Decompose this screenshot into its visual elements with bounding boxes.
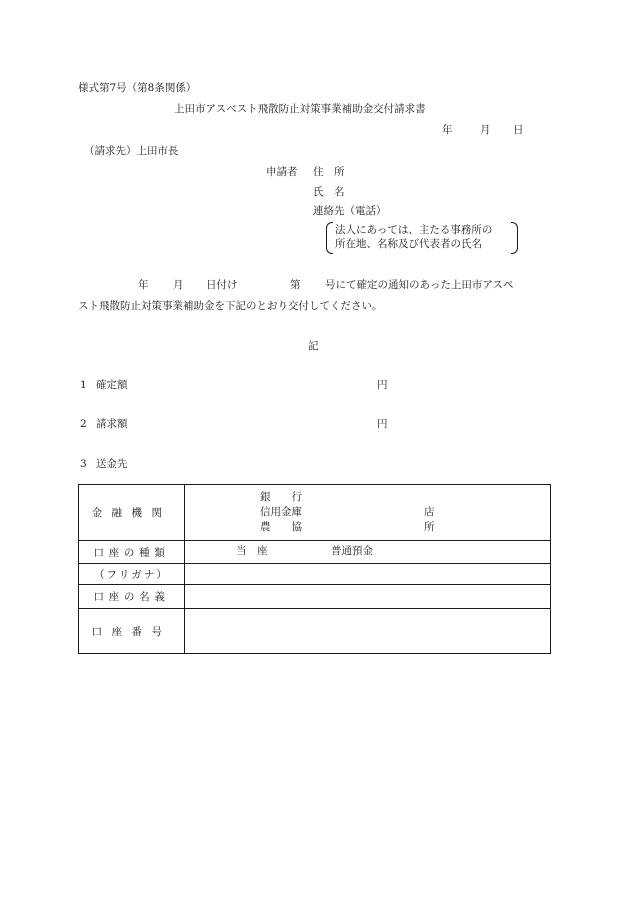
current-option[interactable]: 当 座 <box>236 545 268 557</box>
applicant-label: 申請者 <box>266 166 298 178</box>
corporate-note <box>326 222 518 254</box>
furigana-field[interactable] <box>185 564 551 585</box>
ordinary-option[interactable]: 普通預金 <box>331 545 373 557</box>
account-type-label: 口座の種類 <box>93 546 170 559</box>
bank-option: 銀 行 <box>260 491 302 503</box>
body-line1: 号にて確定の通知のあった上田市アスペ <box>325 279 514 291</box>
body-month: 月 <box>173 279 184 291</box>
applicant-contact-label: 連絡先（電話） <box>313 205 387 217</box>
left-bracket <box>326 222 333 254</box>
applicant-address-label: 住 所 <box>313 166 345 178</box>
account-type-field[interactable] <box>185 541 551 564</box>
remittance-table <box>78 484 551 654</box>
table-row-furigana <box>79 564 551 585</box>
body-no-prefix: 第 <box>290 279 301 291</box>
furigana-label: （フリガナ） <box>93 568 170 581</box>
applicant-name-label: 氏 名 <box>313 186 345 198</box>
ki-heading: 記 <box>308 340 319 352</box>
shinkin-option: 信用金庫 <box>260 506 302 518</box>
table-row-account-number <box>79 609 551 654</box>
table-row-institution <box>79 485 551 541</box>
form-title: 上田市アスベスト飛散防止対策事業補助金交付請求書 <box>174 103 426 115</box>
body-year: 年 <box>138 279 149 291</box>
body-line2: スト飛散防止対策事業補助金を下記のとおり交付してください。 <box>78 300 383 312</box>
institution-label: 金融機関 <box>91 507 172 519</box>
item1-unit: 円 <box>377 379 388 391</box>
item3-label: 送金先 <box>96 458 128 470</box>
item3-number: 3 <box>80 458 87 470</box>
item2-number: 2 <box>80 418 87 430</box>
addressee: （請求先）上田市長 <box>84 145 179 157</box>
body-date-suffix: 日付け <box>206 279 238 291</box>
item1-number: 1 <box>80 379 87 391</box>
table-row-account-type <box>79 541 551 564</box>
form-number: 様式第7号（第8条関係） <box>78 82 197 94</box>
corporate-note-line1: 法人にあっては、主たる事務所の <box>335 224 493 236</box>
corporate-note-line2: 所在地、名称及び代表者の氏名 <box>335 238 482 250</box>
holder-label: 口座の名義 <box>93 591 170 603</box>
table-row-holder <box>79 585 551 609</box>
account-number-field[interactable] <box>185 609 551 654</box>
item1-label: 確定額 <box>96 379 128 391</box>
item2-unit: 円 <box>377 418 388 430</box>
institution-field[interactable] <box>185 485 551 541</box>
item2-label: 請求額 <box>96 418 128 430</box>
branch-suffix: 店 <box>424 506 435 518</box>
date-month: 月 <box>480 124 491 136</box>
date-day: 日 <box>513 124 524 136</box>
office-suffix: 所 <box>424 521 435 533</box>
account-number-label: 口座番号 <box>91 625 172 638</box>
nokyo-option: 農 協 <box>260 521 302 533</box>
holder-field[interactable] <box>185 585 551 609</box>
right-bracket <box>511 222 518 254</box>
date-year: 年 <box>442 124 453 136</box>
